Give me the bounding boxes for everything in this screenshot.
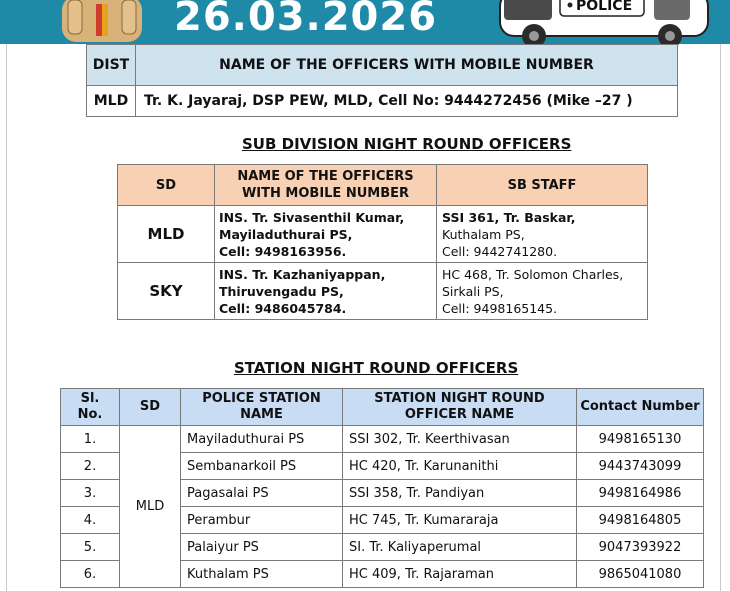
- officer-name-header: STATION NIGHT ROUND OFFICER NAME: [343, 389, 577, 426]
- sd-header: SD: [120, 389, 181, 426]
- sub-division-table: [117, 164, 648, 320]
- header-banner: [0, 0, 730, 44]
- contact-cell: 9498164986: [577, 480, 704, 507]
- police-officer-illustration: [52, 0, 152, 42]
- contact-cell: 9865041080: [577, 561, 704, 588]
- officer-cell: SI. Tr. Kaliyaperumal: [343, 534, 577, 561]
- left-margin-rule: [6, 44, 7, 591]
- sl-cell: 1.: [61, 426, 120, 453]
- table-row: [87, 86, 678, 117]
- contact-cell: 9047393922: [577, 534, 704, 561]
- right-margin-rule: [720, 44, 721, 591]
- officer-cell: INS. Tr. Sivasenthil Kumar, Mayiladuthurai PS, Cell: 9498163956.: [215, 206, 437, 263]
- district-officer-cell: Tr. K. Jayaraj, DSP PEW, MLD, Cell No: 9444272456 (Mike –27 ): [136, 86, 678, 117]
- sd-header: SD: [118, 165, 215, 206]
- officers-header: NAME OF THE OFFICERS WITH MOBILE NUMBER: [215, 165, 437, 206]
- sb-staff-cell: SSI 361, Tr. Baskar, Kuthalam PS, Cell: 9442741280.: [437, 206, 648, 263]
- sl-cell: 3.: [61, 480, 120, 507]
- station-cell: Mayiladuthurai PS: [181, 426, 343, 453]
- sb-staff-cell: HC 468, Tr. Solomon Charles, Sirkali PS, Cell: 9498165145.: [437, 263, 648, 320]
- van-label: POLICE: [576, 0, 633, 14]
- sd-group-cell: MLD: [120, 426, 181, 588]
- officer-cell: SSI 302, Tr. Keerthivasan: [343, 426, 577, 453]
- sb-staff-header: SB STAFF: [437, 165, 648, 206]
- sl-cell: 5.: [61, 534, 120, 561]
- contact-cell: 9443743099: [577, 453, 704, 480]
- police-station-header: POLICE STATION NAME: [181, 389, 343, 426]
- officer-cell: HC 420, Tr. Karunanithi: [343, 453, 577, 480]
- station-heading: STATION NIGHT ROUND OFFICERS: [234, 359, 519, 377]
- station-cell: Palaiyur PS: [181, 534, 343, 561]
- contact-header: Contact Number: [577, 389, 704, 426]
- officer-cell: INS. Tr. Kazhaniyappan, Thiruvengadu PS, Cell: 9486045784.: [215, 263, 437, 320]
- sl-no-header: Sl. No.: [61, 389, 120, 426]
- officer-cell: HC 409, Tr. Rajaraman: [343, 561, 577, 588]
- station-cell: Pagasalai PS: [181, 480, 343, 507]
- officer-header: NAME OF THE OFFICERS WITH MOBILE NUMBER: [136, 45, 678, 86]
- banner-date: 26.03.2026: [174, 0, 438, 40]
- police-van-illustration: [494, 0, 714, 46]
- dist-cell: MLD: [87, 86, 136, 117]
- station-night-round-table: [60, 388, 704, 588]
- station-cell: Perambur: [181, 507, 343, 534]
- dist-header: DIST: [87, 45, 136, 86]
- contact-cell: 9498164805: [577, 507, 704, 534]
- sd-cell: MLD: [118, 206, 215, 263]
- table-row: [118, 263, 648, 320]
- station-cell: Kuthalam PS: [181, 561, 343, 588]
- sd-cell: SKY: [118, 263, 215, 320]
- sl-cell: 6.: [61, 561, 120, 588]
- table-row: [61, 426, 704, 453]
- sl-cell: 4.: [61, 507, 120, 534]
- sl-cell: 2.: [61, 453, 120, 480]
- table-row: [118, 206, 648, 263]
- officer-cell: HC 745, Tr. Kumararaja: [343, 507, 577, 534]
- officer-cell: SSI 358, Tr. Pandiyan: [343, 480, 577, 507]
- contact-cell: 9498165130: [577, 426, 704, 453]
- sub-division-heading: SUB DIVISION NIGHT ROUND OFFICERS: [242, 135, 572, 153]
- station-cell: Sembanarkoil PS: [181, 453, 343, 480]
- district-officer-table: [86, 44, 678, 117]
